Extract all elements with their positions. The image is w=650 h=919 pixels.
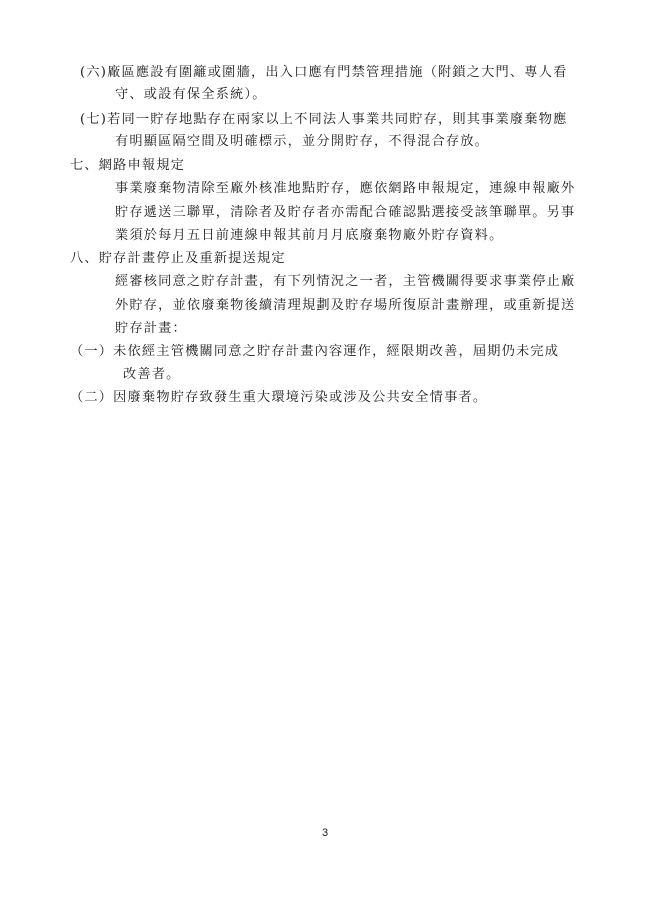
section-eight-para-line-2: 外貯存，並依廢棄物後續清理規劃及貯存場所復原計畫辦理，或重新提送 (115, 298, 576, 313)
section-seven-para-line-1: 事業廢棄物清除至廠外核准地點貯存，應依網路申報規定，連線申報廠外 (115, 181, 576, 196)
item-six-line-1: (六)廠區應設有圍籬或圍牆，出入口應有門禁管理措施（附鎖之大門、專人看 (80, 65, 568, 80)
section-seven-heading: 七、網路申報規定 (70, 158, 186, 173)
section-eight-para-line-3: 貯存計畫： (115, 321, 187, 336)
page-number: 3 (321, 827, 329, 839)
section-eight-para-line-1: 經審核同意之貯存計畫，有下列情況之一者，主管機關得要求事業停止廠 (115, 274, 576, 289)
section-eight-heading: 八、貯存計畫停止及重新提送規定 (70, 251, 286, 266)
sub-item-one-line-2: 改善者。 (123, 367, 181, 382)
item-seven-line-1: (七)若同一貯存地點存在兩家以上不同法人事業共同貯存，則其事業廢棄物應 (80, 112, 568, 127)
item-six-line-2: 守、或設有保全系統）。 (115, 87, 267, 102)
section-seven-para-line-2: 貯存遞送三聯單，清除者及貯存者亦需配合確認點選接受該筆聯單。另事 (115, 205, 576, 220)
section-seven-para-line-3: 業須於每月五日前連線申報其前月月底廢棄物廠外貯存資料。 (115, 228, 504, 243)
sub-item-two-line-1: （二）因廢棄物貯存致發生重大環境污染或涉及公共安全情事者。 (70, 390, 488, 405)
item-seven-line-2: 有明顯區隔空間及明確標示，並分開貯存，不得混合存放。 (115, 134, 490, 149)
sub-item-one-line-1: （一）未依經主管機關同意之貯存計畫內容運作，經限期改善，屆期仍未完成 (70, 344, 560, 359)
